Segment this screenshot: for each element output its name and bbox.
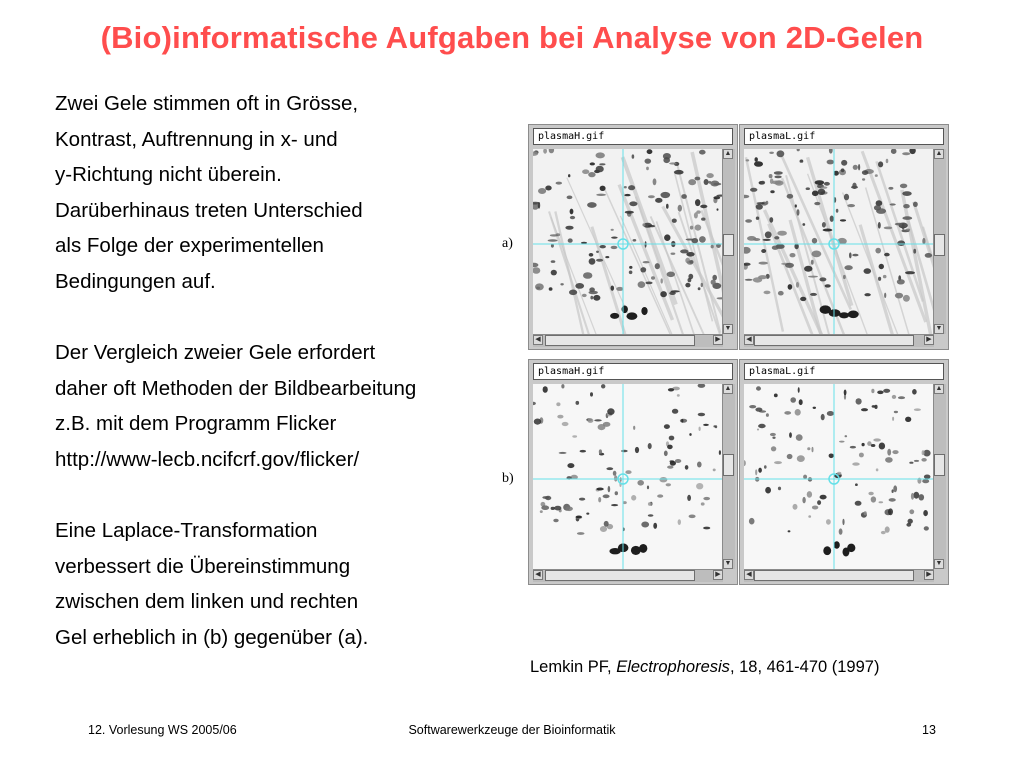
figure-label-b: b)	[502, 471, 514, 486]
citation-details: , 18, 461-470 (1997)	[729, 658, 880, 676]
text-line: verbessert die Übereinstimmung	[55, 554, 351, 578]
scroll-thumb[interactable]	[545, 570, 695, 581]
horizontal-scrollbar[interactable]	[533, 334, 723, 347]
window-title-field: plasmaH.gif	[533, 128, 733, 145]
scroll-thumb[interactable]	[723, 234, 734, 256]
gel-image	[533, 384, 723, 569]
scroll-left-icon[interactable]: ◀	[744, 570, 754, 580]
gel-image	[744, 384, 934, 569]
text-line: z.B. mit dem Programm Flicker	[55, 412, 337, 436]
gel-viewer-window[interactable]	[739, 359, 949, 585]
figure-label-a: a)	[502, 236, 513, 251]
gel-viewer-window[interactable]	[528, 359, 738, 585]
citation	[530, 658, 879, 677]
scroll-right-icon[interactable]: ▶	[924, 335, 934, 345]
scroll-left-icon[interactable]: ◀	[744, 335, 754, 345]
url-line: http://www-lecb.ncifcrf.gov/flicker/	[55, 447, 360, 471]
gel-viewer-window[interactable]	[739, 124, 949, 350]
gel-comparison-figure	[495, 124, 950, 596]
scroll-thumb[interactable]	[934, 454, 945, 476]
gel-viewer-window[interactable]	[528, 124, 738, 350]
text-line: daher oft Methoden der Bildbearbeitung	[55, 376, 417, 400]
scroll-up-icon[interactable]: ▲	[724, 385, 732, 392]
text-line: Zwei Gele stimmen oft in Grösse,	[55, 92, 359, 115]
horizontal-scrollbar[interactable]	[744, 569, 934, 582]
vertical-scrollbar[interactable]	[722, 149, 735, 334]
scroll-left-icon[interactable]: ◀	[533, 335, 543, 345]
horizontal-scrollbar[interactable]	[744, 334, 934, 347]
scroll-right-icon[interactable]: ▶	[713, 570, 723, 580]
text-line: Darüberhinaus treten Unterschied	[55, 198, 363, 222]
footer-course: 12. Vorlesung WS 2005/06	[88, 723, 237, 737]
citation-journal: Electrophoresis	[616, 658, 730, 676]
scroll-down-icon[interactable]: ▼	[724, 560, 732, 567]
text-line: zwischen dem linken und rechten	[55, 590, 359, 614]
citation-authors: Lemkin PF,	[530, 658, 617, 676]
footer-title: Softwarewerkzeuge der Bioinformatik	[408, 723, 616, 737]
gel-image	[744, 149, 934, 334]
scroll-up-icon[interactable]: ▲	[935, 150, 943, 157]
text-line: Gel erheblich in (b) gegenüber (a).	[55, 625, 369, 649]
window-title-field: plasmaL.gif	[744, 128, 944, 145]
text-line: Bedingungen auf.	[55, 269, 216, 293]
scroll-left-icon[interactable]: ◀	[533, 570, 543, 580]
text-line: Der Vergleich zweier Gele erfordert	[55, 341, 376, 365]
vertical-scrollbar[interactable]	[933, 384, 946, 569]
scroll-thumb[interactable]	[723, 454, 734, 476]
scroll-thumb[interactable]	[545, 335, 695, 346]
page-number: 13	[922, 723, 936, 737]
vertical-scrollbar[interactable]	[933, 149, 946, 334]
horizontal-scrollbar[interactable]	[533, 569, 723, 582]
body-text	[55, 86, 525, 656]
scroll-down-icon[interactable]: ▼	[724, 325, 732, 332]
scroll-down-icon[interactable]: ▼	[935, 560, 943, 567]
scroll-up-icon[interactable]: ▲	[724, 150, 732, 157]
scroll-down-icon[interactable]: ▼	[935, 325, 943, 332]
scroll-thumb[interactable]	[754, 570, 914, 581]
scroll-up-icon[interactable]: ▲	[935, 385, 943, 392]
scroll-thumb[interactable]	[754, 335, 914, 346]
text-line: Kontrast, Auftrennung in x- und	[55, 127, 338, 151]
scroll-thumb[interactable]	[934, 234, 945, 256]
slide-title: (Bio)informatische Aufgaben bei Analyse von 2D-Gelen	[100, 20, 924, 55]
scroll-right-icon[interactable]: ▶	[924, 570, 934, 580]
window-title-field: plasmaH.gif	[533, 363, 733, 380]
scroll-right-icon[interactable]: ▶	[713, 335, 723, 345]
gel-image	[533, 149, 723, 334]
text-line: Eine Laplace-Transformation	[55, 519, 318, 543]
text-line: y-Richtung nicht überein.	[55, 163, 282, 187]
vertical-scrollbar[interactable]	[722, 384, 735, 569]
text-line: als Folge der experimentellen	[55, 234, 324, 258]
window-title-field: plasmaL.gif	[744, 363, 944, 380]
